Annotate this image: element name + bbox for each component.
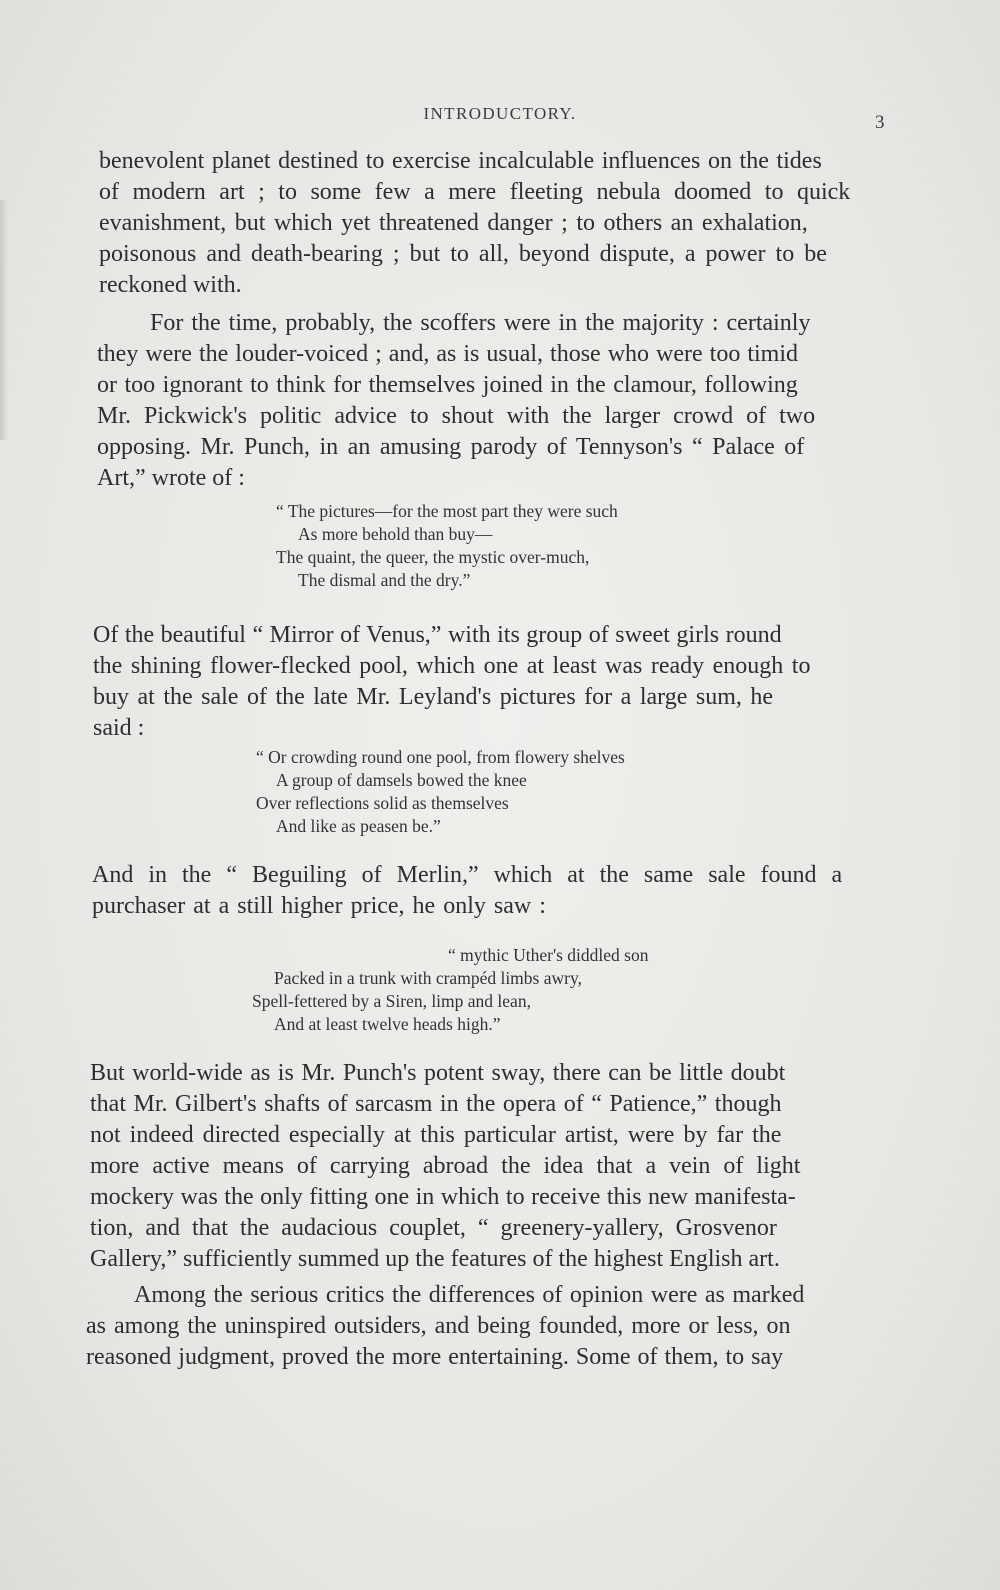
text-line: purchaser at a still higher price, he only saw : <box>92 893 546 919</box>
text-line: as among the uninspired outsiders, and being founded, more or less, on <box>86 1313 791 1339</box>
verse-line: As more behold than buy— <box>298 524 493 544</box>
text-line: evanishment, but which yet threatened danger ; to others an exhalation, <box>99 210 808 236</box>
text-line: Mr. Pickwick's politic advice to shout with the larger crowd of two <box>97 403 816 429</box>
text-line: mockery was the only fitting one in which to receive this new manifesta- <box>90 1184 796 1210</box>
verse-line: And at least twelve heads high.” <box>274 1014 501 1034</box>
page-number: 3 <box>875 112 885 133</box>
text-line: And in the “ Beguiling of Merlin,” which at the same sale found a <box>92 862 843 888</box>
text-line: said : <box>93 715 145 741</box>
text-line: Gallery,” sufficiently summed up the features of the highest English art. <box>90 1246 780 1272</box>
text-line: For the time, probably, the scoffers were in the majority : certainly <box>150 310 811 336</box>
text-line: opposing. Mr. Punch, in an amusing parody of Tennyson's “ Palace of <box>97 434 805 460</box>
verse-line: “ Or crowding round one pool, from flowery shelves <box>256 747 625 767</box>
text-line: they were the louder-voiced ; and, as is usual, those who were too timid <box>97 341 799 367</box>
verse-line: Packed in a trunk with crampéd limbs awry, <box>274 968 582 988</box>
verse-line: Spell-fettered by a Siren, limp and lean, <box>252 991 531 1011</box>
text-line: But world-wide as is Mr. Punch's potent sway, there can be little doubt <box>90 1060 786 1086</box>
text-line: that Mr. Gilbert's shafts of sarcasm in the opera of “ Patience,” though <box>90 1091 782 1117</box>
text-line: reckoned with. <box>99 272 242 298</box>
text-line: or too ignorant to think for themselves joined in the clamour, following <box>97 372 798 398</box>
text-line: of modern art ; to some few a mere fleeting nebula doomed to quick <box>99 179 851 205</box>
page-edge-shadow <box>0 200 8 440</box>
verse-line: A group of damsels bowed the knee <box>276 770 527 790</box>
verse-line: “ The pictures—for the most part they were such <box>276 501 618 521</box>
text-line: buy at the sale of the late Mr. Leyland's pictures for a large sum, he <box>93 684 774 710</box>
running-head: INTRODUCTORY. <box>423 104 577 123</box>
verse-line: The dismal and the dry.” <box>298 570 471 590</box>
verse-line: Over reflections solid as themselves <box>256 793 509 813</box>
text-line: benevolent planet destined to exercise incalculable influences on the tides <box>99 148 822 174</box>
text-line: reasoned judgment, proved the more entertaining. Some of them, to say <box>86 1344 784 1370</box>
verse-line: “ mythic Uther's diddled son <box>448 945 649 965</box>
text-line: Art,” wrote of : <box>97 465 245 491</box>
text-line: more active means of carrying abroad the idea that a vein of light <box>90 1153 801 1179</box>
text-line: tion, and that the audacious couplet, “ greenery-yallery, Grosvenor <box>90 1215 777 1241</box>
verse-line: The quaint, the queer, the mystic over-much, <box>276 547 590 567</box>
text-line: poisonous and death-bearing ; but to all, beyond dispute, a power to be <box>99 241 827 267</box>
text-line: Of the beautiful “ Mirror of Venus,” with its group of sweet girls round <box>93 622 782 648</box>
text-line: Among the serious critics the differences of opinion were as marked <box>134 1282 805 1308</box>
text-line: the shining flower-flecked pool, which one at least was ready enough to <box>93 653 811 679</box>
verse-line: And like as peasen be.” <box>276 816 441 836</box>
text-line: not indeed directed especially at this particular artist, were by far the <box>90 1122 782 1148</box>
